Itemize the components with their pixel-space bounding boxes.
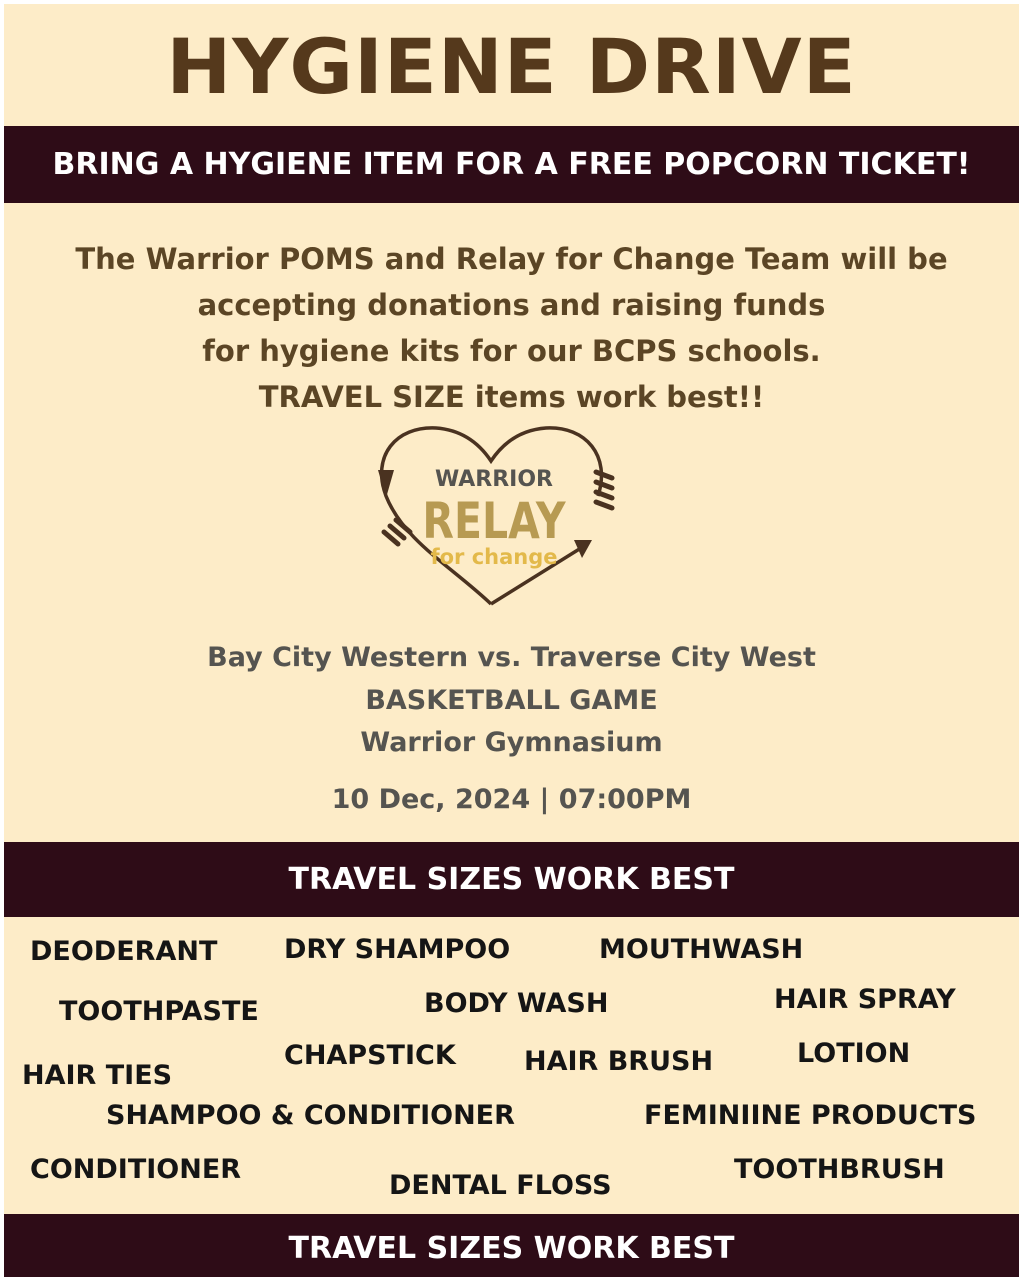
list-item: HAIR BRUSH bbox=[524, 1046, 714, 1077]
event-venue: Warrior Gymnasium bbox=[360, 727, 663, 758]
footer-banner: TRAVEL SIZES WORK BEST bbox=[4, 1214, 1019, 1277]
list-item: DEODERANT bbox=[30, 936, 218, 967]
list-item: SHAMPOO & CONDITIONER bbox=[106, 1100, 515, 1131]
event-matchup: Bay City Western vs. Traverse City West bbox=[207, 642, 816, 673]
warrior-relay-logo bbox=[356, 416, 626, 624]
list-item: DRY SHAMPOO bbox=[284, 934, 511, 965]
logo-relay-text: RELAY bbox=[422, 492, 566, 551]
event-type: BASKETBALL GAME bbox=[365, 685, 658, 716]
description-line: for hygiene kits for our BCPS schools. bbox=[202, 334, 821, 368]
list-item: CHAPSTICK bbox=[284, 1040, 456, 1071]
flyer bbox=[4, 4, 1019, 1277]
list-item: FEMINIINE PRODUCTS bbox=[644, 1100, 977, 1131]
description bbox=[4, 236, 1019, 420]
section-heading: TRAVEL SIZES WORK BEST bbox=[4, 842, 1019, 917]
list-item: LOTION bbox=[797, 1038, 911, 1069]
list-item: MOUTHWASH bbox=[599, 934, 804, 965]
list-item: BODY WASH bbox=[424, 988, 609, 1019]
list-item: HAIR TIES bbox=[22, 1060, 173, 1091]
logo-warrior-text: WARRIOR bbox=[434, 467, 554, 492]
event-datetime: 10 Dec, 2024 | 07:00PM bbox=[331, 784, 692, 815]
list-item: DENTAL FLOSS bbox=[389, 1170, 612, 1201]
popcorn-banner: BRING A HYGIENE ITEM FOR A FREE POPCORN TICKET! bbox=[4, 126, 1019, 203]
list-item: TOOTHPASTE bbox=[59, 996, 259, 1027]
description-line: The Warrior POMS and Relay for Change Team will be bbox=[75, 242, 948, 276]
list-item: CONDITIONER bbox=[30, 1154, 242, 1185]
list-item: TOOTHBRUSH bbox=[734, 1154, 945, 1185]
list-item: HAIR SPRAY bbox=[774, 984, 956, 1015]
logo-for-change-text: for change bbox=[430, 545, 558, 569]
flyer-title: HYGIENE DRIVE bbox=[166, 22, 857, 111]
description-line: TRAVEL SIZE items work best!! bbox=[258, 380, 765, 414]
description-line: accepting donations and raising funds bbox=[197, 288, 826, 322]
